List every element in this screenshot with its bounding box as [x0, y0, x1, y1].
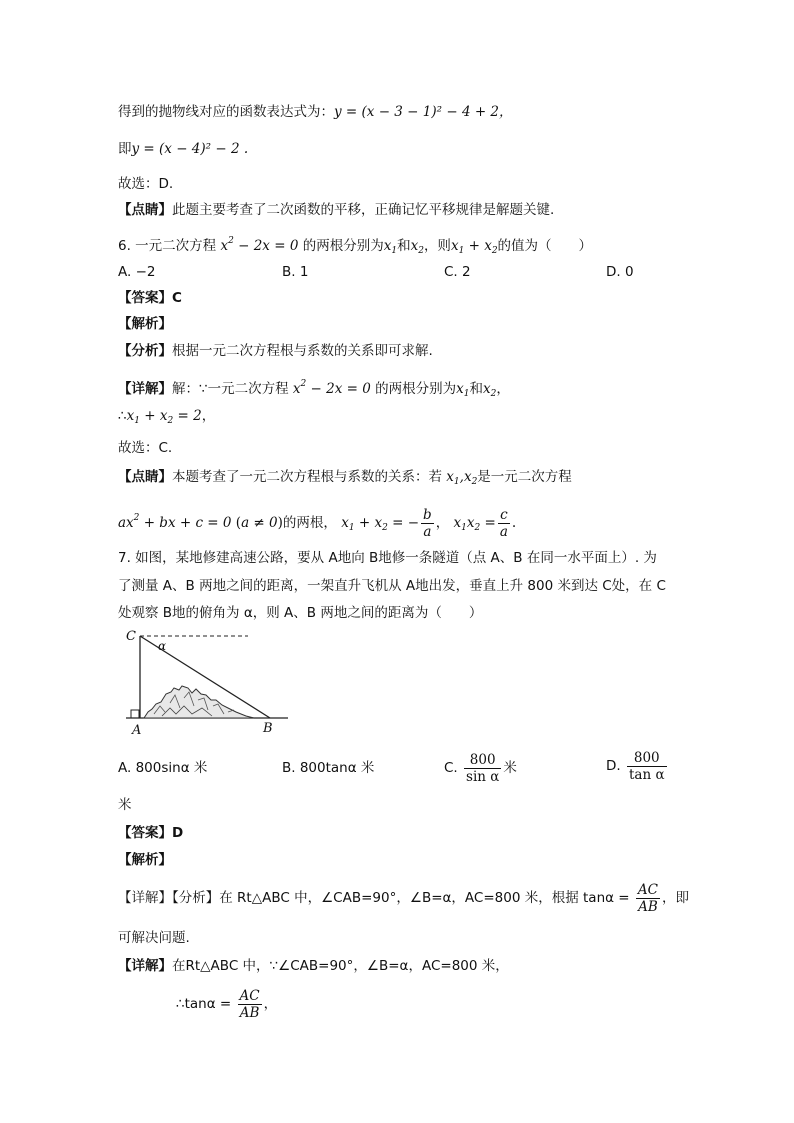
q7-jiexi: 【解析】: [118, 852, 172, 868]
comma: ，: [496, 381, 510, 397]
q7-option-d-unit: 米: [118, 797, 132, 813]
tan-prefix: ∴tanα =: [176, 996, 232, 1012]
q6-therefore: [118, 406, 215, 431]
label-a: A: [132, 723, 142, 736]
q6-xiangjie: [118, 374, 510, 404]
text-line: [118, 139, 248, 159]
general-quadratic: $ax^2$ + bx + c = 0 (a ≠ 0): [118, 513, 283, 531]
option-d-label: D.: [606, 758, 621, 774]
xiangjie-text-b: 的两根分别为: [375, 381, 457, 397]
q7-fenxi-cont: 可解决问题.: [118, 930, 190, 946]
numerator: 800: [469, 751, 496, 768]
q6-sum: $x_1 + x_2$: [450, 238, 498, 256]
denominator: AB: [238, 1004, 262, 1021]
therefore-sign: ∴: [118, 408, 127, 424]
q7-option-c: [444, 748, 517, 788]
xiangjie-x2: $x_2$: [483, 381, 497, 399]
q6-option-b: B. 1: [282, 264, 309, 280]
fraction-800-sin: [464, 752, 501, 785]
q7-option-a: A. 800sinα 米: [118, 760, 208, 776]
dianjing-tag: 【点睛】: [118, 202, 172, 218]
q6-guxuan: 故选：C.: [118, 440, 173, 456]
q6-prefix: 6. 一元二次方程: [118, 238, 217, 254]
dianjing-tag: 【点睛】: [118, 469, 172, 485]
unit-mi: 米: [503, 760, 517, 776]
xiangjie-text-a: 解：∵一元二次方程: [172, 381, 289, 397]
q6-jiexi: 【解析】: [118, 316, 172, 332]
comma: ，: [263, 996, 278, 1012]
comma: ，: [201, 408, 216, 424]
numerator: 800: [633, 749, 660, 766]
q7-stem-line-3: 处观察 B地的俯角为 α，则 A、B 两地之间的距离为（ ）: [118, 605, 483, 621]
q6-option-c: C. 2: [444, 264, 471, 280]
line-text: 得到的抛物线对应的函数表达式为：: [118, 104, 334, 120]
q6-dianjing: [118, 467, 572, 492]
xiangjie-tag: 【详解】: [118, 381, 172, 397]
q6-answer: 【答案】C: [118, 290, 182, 306]
denominator: AB: [636, 898, 660, 915]
right-angle-mark: [131, 710, 139, 718]
q6-equation: $x^2 - 2x = 0$: [220, 236, 299, 254]
dianjing-text-b: 是一元二次方程: [477, 469, 572, 485]
xiangjie-text-c: 和: [469, 381, 483, 397]
dianjing-roots: $x_1,x_2$: [446, 469, 478, 487]
q7-option-d: [606, 746, 669, 786]
fenxi-text: 根据一元二次方程根与系数的关系即可求解.: [172, 343, 433, 359]
label-b: B: [263, 721, 273, 736]
q7-tan-line: [176, 984, 277, 1024]
q7-fenxi-line: [118, 878, 689, 918]
q6-text-c: 和: [397, 238, 411, 254]
label-c: C: [126, 629, 136, 644]
vieta-formula-line: $ax^2$ + bx + c = 0 (a ≠ 0)的两根， $x_1 + x_2$ = − $\frac{b}{a}$ ， $x_1x_2$ = $\frac{c}{a}$ .: [118, 506, 517, 540]
numerator: AC: [637, 881, 659, 898]
q6-option-d: D. 0: [606, 264, 634, 280]
option-c-label: C.: [444, 760, 458, 776]
vieta-sum: $x_1 + x_2$ = −: [341, 515, 420, 533]
q7-fenxi-text-a: 【详解】【分析】在 Rt△ABC 中，∠CAB=90°，∠B=α，AC=800 米，根据 tanα =: [118, 890, 630, 906]
comma: ，: [435, 515, 450, 531]
q7-answer: 【答案】D: [118, 825, 184, 841]
fraction-c-over-a: $\frac{c}{a}$: [499, 506, 508, 540]
fraction-b-over-a: $\frac{b}{a}$: [423, 506, 432, 540]
vieta-product: $x_1x_2$ =: [453, 515, 496, 533]
q7-option-b: B. 800tanα 米: [282, 760, 375, 776]
dianjing-text-c: 的两根，: [282, 515, 337, 531]
fraction-ac-ab: [636, 882, 660, 915]
q6-option-a: A. −2: [118, 264, 156, 280]
xiangjie-equation: $x^2 - 2x = 0$: [292, 379, 371, 397]
parabola-expression: y = (x − 3 − 1)² − 4 + 2，: [334, 104, 513, 120]
dianjing-text: 此题主要考查了二次函数的平移，正确记忆平移规律是解题关键.: [172, 202, 555, 218]
q6-sum-result: $x_1 + x_2 = 2$: [126, 408, 202, 426]
numerator: AC: [239, 987, 260, 1004]
label-alpha: α: [158, 639, 167, 653]
fenxi-tag: 【分析】: [118, 343, 172, 359]
line-text: 即: [118, 141, 132, 157]
dianjing-text-a: 本题考查了一元二次方程根与系数的关系：若: [172, 469, 442, 485]
xiangjie-x1: $x_1$: [456, 381, 470, 399]
denominator: sin α: [466, 768, 500, 785]
choice-line: 故选：D.: [118, 176, 174, 192]
q7-xiangjie: [118, 956, 509, 976]
q6-text-b: 的两根分别为: [302, 238, 384, 254]
q6-text-d: ，则: [423, 238, 451, 254]
q6-x2: $x_2$: [410, 238, 424, 256]
mountain-icon: [144, 686, 254, 718]
text-line: [118, 102, 513, 122]
fraction-800-tan: [627, 750, 667, 783]
q6-x1: $x_1$: [383, 238, 398, 256]
xiangjie-text: 在Rt△ABC 中，∵∠CAB=90°，∠B=α，AC=800 米，: [172, 958, 509, 974]
denominator: tan α: [628, 766, 665, 783]
q7-stem-line-1: 7. 如图，某地修建高速公路，要从 A地向 B地修一条隧道（点 A、B 在同一水平面上）. 为: [118, 550, 657, 566]
parabola-result: y = (x − 4)² − 2 .: [131, 141, 249, 157]
xiangjie-tag: 【详解】: [118, 958, 172, 974]
fraction-ac-ab: [238, 988, 262, 1021]
q7-fenxi-text-b: ，即: [662, 890, 690, 906]
q6-fenxi: [118, 341, 433, 361]
tunnel-figure: [118, 628, 298, 736]
q6-text-e: 的值为（ ）: [497, 238, 593, 254]
dianjing-line: [118, 200, 554, 220]
question-6-stem: [118, 231, 592, 261]
q7-stem-line-2: 了测量 A、B 两地之间的距离，一架直升飞机从 A地出发，垂直上升 800 米到达 C处，在 C: [118, 578, 666, 594]
